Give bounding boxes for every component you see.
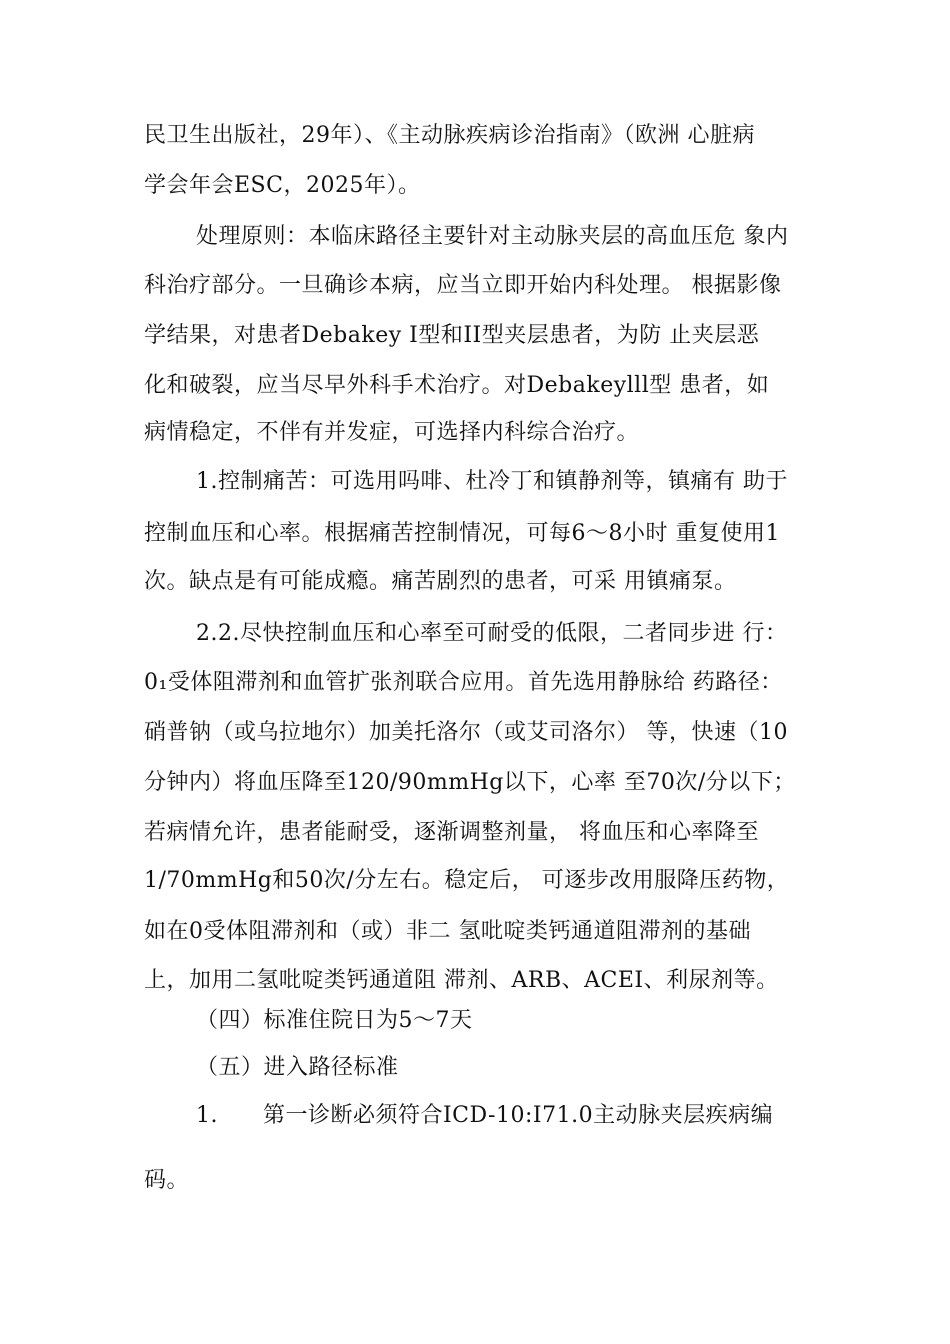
text-line-5: 学结果，对患者Debakey Ⅰ型和II型夹层患者，为防 止夹层恶	[144, 323, 760, 348]
item-diagnosis-criterion: 1. 第一诊断必须符合ICD-10:I71.0主动脉夹层疾病编	[196, 1103, 774, 1128]
text-line-12: 0₁受体阻滞剂和血管扩张剂联合应用。首先选用静脉给 药路径：	[144, 670, 783, 695]
text-line-9: 控制血压和心率。根据痛苦控制情况，可每6〜8小时 重复使用1	[144, 521, 780, 546]
text-line-4: 科治疗部分。一旦确诊本病，应当立即开始内科处理。 根据影像	[144, 273, 782, 298]
text-line-14: 分钟内）将血压降至120/90mmHg以下，心率 至70次/分以下；	[144, 770, 796, 795]
section-heading-entry-criteria: （五）进入路径标准	[196, 1055, 399, 1080]
paragraph-treatment-principle: 处理原则：本临床路径主要针对主动脉夹层的高血压危 象内	[196, 224, 789, 249]
text-line-15: 若病情允许，患者能耐受，逐渐调整剂量， 将血压和心率降至	[144, 820, 759, 845]
text-line-13: 硝普钠（或乌拉地尔）加美托洛尔（或艾司洛尔） 等，快速（10	[144, 720, 788, 745]
section-heading-hospital-stay: （四）标准住院日为5〜7天	[196, 1008, 473, 1033]
text-line-6: 化和破裂，应当尽早外科手术治疗。对Debakeylll型 患者，如	[144, 373, 770, 398]
text-line-7: 病情稳定，不伴有并发症，可选择内科综合治疗。	[144, 420, 640, 445]
text-line-1: 民卫生出版社，29年）、《主动脉疾病诊治指南》（欧洲 心脏病	[144, 123, 755, 148]
text-line-16: 1/70mmHg和50次/分左右。稳定后， 可逐步改用服降压药物，	[144, 868, 790, 893]
text-line-2: 学会年会ESC，2025年）。	[144, 173, 421, 198]
item-blood-pressure-control: 2.2.尽快控制血压和心率至可耐受的低限，二者同步进 行：	[196, 621, 788, 646]
text-line-10: 次。缺点是有可能成瘾。痛苦剧烈的患者，可采 用镇痛泵。	[144, 569, 737, 594]
text-line-17: 如在0受体阻滞剂和（或）非二 氢吡啶类钙通道阻滞剂的基础	[144, 919, 751, 944]
text-line-18: 上，加用二氢吡啶类钙通道阻 滞剂、ARB、ACEI、利尿剂等。	[144, 968, 779, 993]
text-line-22: 码。	[144, 1168, 190, 1193]
item-pain-control: 1.控制痛苦：可选用吗啡、杜冷丁和镇静剂等，镇痛有 助于	[196, 469, 788, 494]
